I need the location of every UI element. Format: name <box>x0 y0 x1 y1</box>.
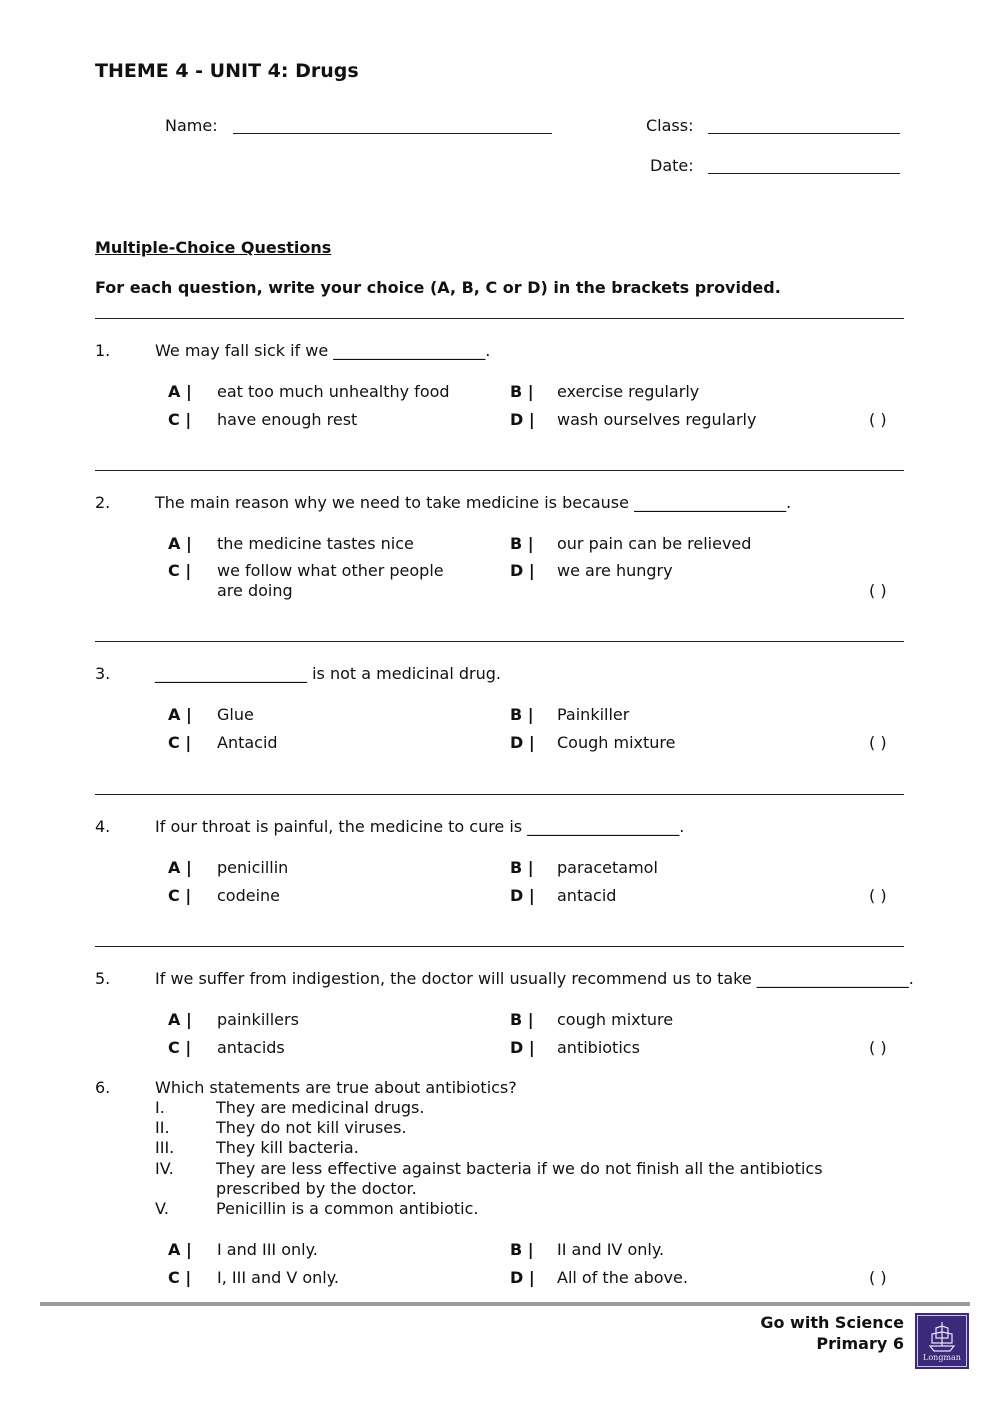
option-b-letter: B | <box>510 1240 534 1259</box>
question-number: 5. <box>95 969 111 988</box>
option-b-letter: B | <box>510 534 534 553</box>
class-label: Class: <box>646 116 694 135</box>
question-number: 3. <box>95 664 111 683</box>
question-number: 1. <box>95 341 111 360</box>
divider <box>95 470 904 471</box>
statement-numeral: IV. <box>155 1159 174 1178</box>
divider <box>95 946 904 947</box>
option-d-letter: D | <box>510 733 535 752</box>
statement-text: They kill bacteria. <box>216 1138 359 1157</box>
divider <box>95 318 904 319</box>
option-b-letter: B | <box>510 1010 534 1029</box>
option-a-letter: A | <box>168 1010 192 1029</box>
option-d-letter: D | <box>510 410 535 429</box>
statement-text: They do not kill viruses. <box>216 1118 407 1137</box>
question-text: If we suffer from indigestion, the doctor will usually recommend us to take ___________________. <box>155 969 914 988</box>
footer-line-1: Go with Science <box>760 1313 904 1332</box>
option-c[interactable]: I, III and V only. <box>217 1268 339 1287</box>
option-a[interactable]: eat too much unhealthy food <box>217 382 450 401</box>
answer-bracket[interactable]: ( ) <box>869 886 887 905</box>
option-a[interactable]: Glue <box>217 705 254 724</box>
footer-book-title <box>760 1312 904 1354</box>
option-c[interactable]: codeine <box>217 886 281 905</box>
option-c-letter: C | <box>168 1268 192 1287</box>
footer-line-2: Primary 6 <box>816 1334 904 1353</box>
class-field[interactable] <box>708 133 900 134</box>
option-a[interactable]: penicillin <box>217 858 289 877</box>
answer-bracket[interactable]: ( ) <box>869 1268 887 1287</box>
option-c-letter: C | <box>168 1038 192 1057</box>
option-c-letter: C | <box>168 410 192 429</box>
statement-text: Penicillin is a common antibiotic. <box>216 1199 479 1218</box>
option-d[interactable]: antacid <box>557 886 617 905</box>
divider <box>95 794 904 795</box>
statement-numeral: II. <box>155 1118 170 1137</box>
question-number: 2. <box>95 493 111 512</box>
option-a[interactable]: I and III only. <box>217 1240 318 1259</box>
option-b[interactable]: our pain can be relieved <box>557 534 752 553</box>
publisher-logo <box>915 1313 969 1369</box>
option-b-letter: B | <box>510 858 534 877</box>
option-a-letter: A | <box>168 705 192 724</box>
option-b[interactable]: cough mixture <box>557 1010 674 1029</box>
question-text: If our throat is painful, the medicine to cure is ___________________. <box>155 817 685 836</box>
option-c[interactable]: we follow what other people are doing <box>217 561 444 600</box>
option-b[interactable]: II and IV only. <box>557 1240 665 1259</box>
question-text: ___________________ is not a medicinal drug. <box>155 664 501 683</box>
question-number: 4. <box>95 817 111 836</box>
option-b[interactable]: Painkiller <box>557 705 630 724</box>
option-d[interactable]: wash ourselves regularly <box>557 410 757 429</box>
option-d-letter: D | <box>510 561 535 580</box>
option-b-letter: B | <box>510 382 534 401</box>
option-c-letter: C | <box>168 561 192 580</box>
statement-text: They are medicinal drugs. <box>216 1098 425 1117</box>
date-field[interactable] <box>708 173 900 174</box>
answer-bracket[interactable]: ( ) <box>869 410 887 429</box>
page-title: THEME 4 - UNIT 4: Drugs <box>95 60 359 82</box>
option-c[interactable]: have enough rest <box>217 410 358 429</box>
option-d-letter: D | <box>510 1268 535 1287</box>
statement-numeral: V. <box>155 1199 169 1218</box>
statement-text: They are less effective against bacteria if we do not finish all the antibiotics prescribed by the doctor. <box>216 1159 823 1198</box>
date-label: Date: <box>650 156 694 175</box>
name-label: Name: <box>165 116 218 135</box>
option-a-letter: A | <box>168 858 192 877</box>
question-text: Which statements are true about antibiotics? <box>155 1078 517 1097</box>
footer-divider <box>40 1302 970 1306</box>
option-a[interactable]: painkillers <box>217 1010 299 1029</box>
option-c-letter: C | <box>168 886 192 905</box>
option-d[interactable]: antibiotics <box>557 1038 640 1057</box>
option-a[interactable]: the medicine tastes nice <box>217 534 414 553</box>
section-heading: Multiple-Choice Questions <box>95 238 332 257</box>
option-c[interactable]: antacids <box>217 1038 285 1057</box>
option-a-letter: A | <box>168 1240 192 1259</box>
option-d[interactable]: Cough mixture <box>557 733 676 752</box>
answer-bracket[interactable]: ( ) <box>869 581 887 600</box>
option-a-letter: A | <box>168 382 192 401</box>
question-text: We may fall sick if we ___________________. <box>155 341 491 360</box>
question-number: 6. <box>95 1078 111 1097</box>
statement-numeral: III. <box>155 1138 175 1157</box>
instruction-text: For each question, write your choice (A, B, C or D) in the brackets provided. <box>95 278 781 297</box>
option-b-letter: B | <box>510 705 534 724</box>
option-c-letter: C | <box>168 733 192 752</box>
option-b[interactable]: paracetamol <box>557 858 658 877</box>
answer-bracket[interactable]: ( ) <box>869 1038 887 1057</box>
option-d-letter: D | <box>510 1038 535 1057</box>
divider <box>95 641 904 642</box>
name-field[interactable] <box>233 133 552 134</box>
option-b[interactable]: exercise regularly <box>557 382 700 401</box>
logo-text: Longman <box>923 1353 961 1362</box>
option-c[interactable]: Antacid <box>217 733 278 752</box>
statement-numeral: I. <box>155 1098 165 1117</box>
option-d[interactable]: we are hungry <box>557 561 673 580</box>
option-a-letter: A | <box>168 534 192 553</box>
option-d[interactable]: All of the above. <box>557 1268 688 1287</box>
logo-frame <box>917 1315 967 1367</box>
question-text: The main reason why we need to take medicine is because ___________________. <box>155 493 792 512</box>
answer-bracket[interactable]: ( ) <box>869 733 887 752</box>
option-d-letter: D | <box>510 886 535 905</box>
